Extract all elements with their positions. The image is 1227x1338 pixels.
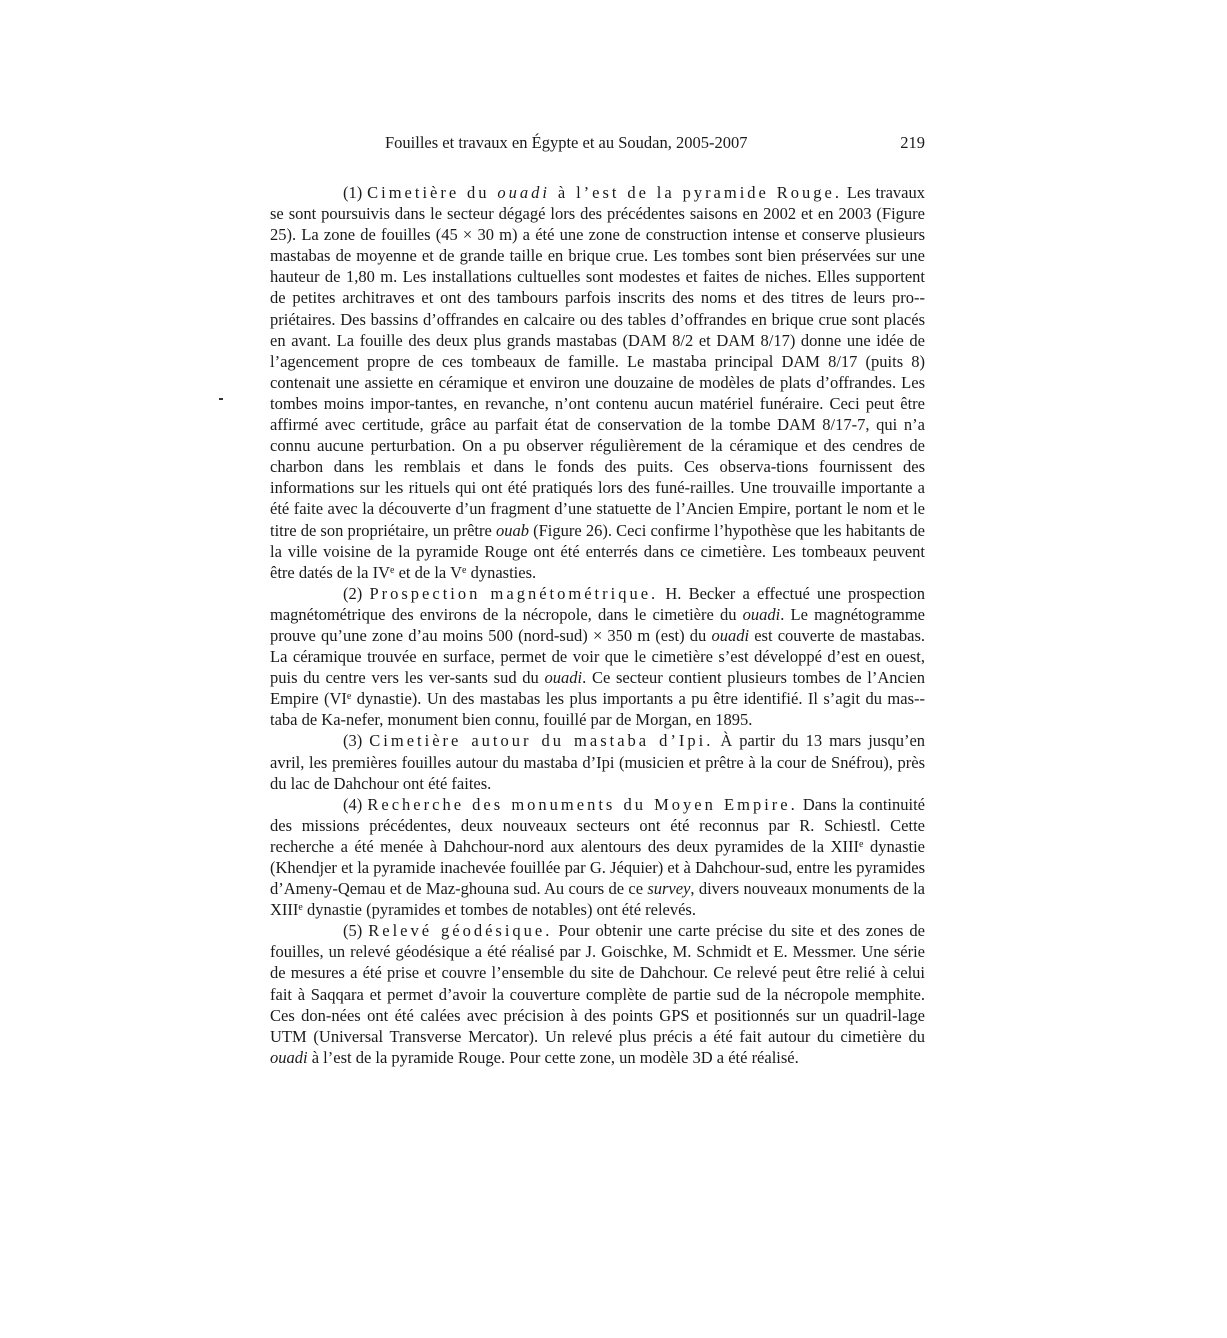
text-run: et de la V — [394, 562, 462, 582]
superscript: e — [390, 564, 395, 576]
paragraph-heading: Cimetière du ouadi à l’est de la pyramide Rouge. — [367, 183, 842, 202]
text-run: . Ce secteur contient plusieurs tombes de l’Ancien Empire (VI — [270, 668, 925, 709]
running-head — [270, 131, 925, 155]
paragraph-cemetery-ouadi — [270, 182, 925, 583]
paragraph-text — [270, 183, 925, 582]
text-run: À partir du 13 mars jusqu’en avril, les premières fouilles autour du mastaba d’Ipi (musicien et prêtre à la cour de Snéfrou), près du lac de Dahchour ont été faites. — [270, 731, 926, 793]
page-number: 219 — [900, 133, 925, 152]
paragraph-number: (1) — [343, 183, 363, 202]
text-run: Dans la continuité des missions précédentes, deux nouveaux secteurs ont été reconnus par R. Schiestl. Cette recherche a été menée à Dahchour-nord aux alentours des deux pyramides de la XIII — [270, 794, 925, 856]
superscript: e — [298, 902, 303, 914]
superscript: e — [859, 838, 864, 850]
text-run: dynastie (pyramides et tombes de notables) ont été relevés. — [302, 900, 696, 920]
text-run: dynastie (Khendjer et la pyramide inachevée fouillée par G. Jéquier) et à Dahchour-sud, entre les pyramides d’Ameny-Qemau et de Maz-ghouna sud. Au cours de ce — [270, 836, 925, 899]
italic-term: ouadi — [544, 668, 583, 688]
text-run: H. Becker a effectué une prospection magnétométrique des environs de la nécropole, dans le cimetière du — [270, 583, 925, 624]
paragraph-heading: Prospection magnétométrique. — [369, 583, 659, 603]
superscript: e — [346, 691, 352, 703]
paragraph-number: (2) — [343, 583, 363, 603]
text-run: dynastie). Un des mastabas les plus importants a pu être identifié. Il s’agit du mas-taba de Ka-nefer, monument bien connu, fouillé par de Morgan, en 1895. — [270, 689, 925, 730]
paragraph-ipi-cemetery — [270, 730, 925, 793]
italic-term: ouadi — [711, 625, 750, 645]
text-run: Les travaux se sont poursuivis dans le secteur dégagé lors des précédentes saisons en 2002 et en 2003 (Figure 25). La zone de fouilles (45 × 30 m) a été une zone de construction intense et conserve plusieurs mastabas de moyenne et de grande taille en brique crue. Les tombes sont bien préservées sur une hauteur de 1,80 m. Les installations cultuelles sont modestes et faites de niches. Elles supportent de petites architraves et ont des tambours parfois inscrits des noms et des titres de leurs pro-priétaires. Des bassins d’offrandes en calcaire ou des tables d’offrandes en brique crue sont placés en avant. La fouille des deux plus grands mastabas (DAM 8/2 et DAM 8/17) donne une idée de l’agencement propre de ces tombeaux de famille. Le mastaba principal DAM 8/17 (puits 8) contenait une assiette en céramique et environ une douzaine de modèles de plats d’offrandes. Les tombes moins impor-tantes, en revanche, n’ont contenu aucun matériel funéraire. Ceci peut être affirmé avec certitude, grâce au parfait état de conservation de la tombe DAM 8/17-7, qui n’a connu aucune perturbation. On a pu observer régulièrement de la céramique et des cendres de charbon dans les remblais et dans le fonds des puits. Ces observa-tions fournissent des informations sur les rituels qui ont été pratiqués lors des funé-railles. Une trouvaille importante a été faite avec la découverte d’un fragment d’une statuette de l’Ancien Empire, portant le nom et le titre de son propriétaire, un prêtre — [270, 183, 925, 540]
text-run: dynasties. — [466, 562, 537, 582]
text-run: est couverte de mastabas. La céramique trouvée en surface, permet de voir que le cimetière s’est développé d’est en ouest, puis du centre vers les ver-sants sud du — [270, 625, 925, 688]
paragraph-number: (5) — [343, 921, 363, 941]
italic-term: ouadi — [270, 1047, 308, 1067]
text-run: Pour obtenir une carte précise du site et des zones de fouilles, un relevé géodésique a été réalisé par J. Goischke, M. Schmidt et E. Messmer. Une série de mesures a été prise et couvre l’ensemble du site de Dahchour. Ce relevé peut être relié à celui fait à Saqqara et permet d’avoir la couverture complète de partie sud de la nécropole memphite. Ces don-nées ont été calées avec précision à des points GPS et positionnés sur un quadril-lage UTM (Universal Transverse Mercator). Un relevé plus précis a été fait autour du cimetière du — [270, 921, 926, 1046]
paragraph-number: (3) — [343, 731, 363, 751]
italic-term: ouadi — [742, 604, 781, 624]
text-run: . Le magnétogramme prouve qu’une zone d’au moins 500 (nord-sud) × 350 m (est) du — [270, 604, 925, 645]
margin-mark — [219, 398, 223, 400]
italic-term: survey — [647, 879, 691, 899]
italic-term: ouab — [495, 520, 529, 540]
text-run: (Figure 26). Ceci confirme l’hypothèse que les habitants de la ville voisine de la pyramide Rouge ont été enterrés dans ce cimetière. Les tombeaux peuvent être datés de la IV — [270, 520, 925, 582]
superscript: e — [462, 564, 467, 576]
paragraph-heading: Relevé géodésique. — [368, 921, 553, 941]
paragraph-middle-kingdom — [270, 794, 925, 921]
paragraph-text — [270, 584, 925, 730]
paragraph-heading: Recherche des monuments du Moyen Empire. — [367, 794, 798, 814]
body-text — [270, 182, 925, 1068]
paragraph-magnetometry — [270, 583, 925, 731]
paragraph-heading: Cimetière autour du mastaba d’Ipi. — [369, 731, 714, 751]
paragraph-number: (4) — [343, 794, 363, 814]
text-run: à l’est de la pyramide Rouge. Pour cette zone, un modèle 3D a été réalisé. — [307, 1047, 799, 1067]
paragraph-text — [270, 921, 925, 1067]
text-run: , divers nouveaux monuments de la XIII — [270, 879, 925, 920]
paragraph-geodesy — [270, 920, 925, 1068]
running-title: Fouilles et travaux en Égypte et au Soudan, 2005-2007 — [385, 133, 748, 152]
